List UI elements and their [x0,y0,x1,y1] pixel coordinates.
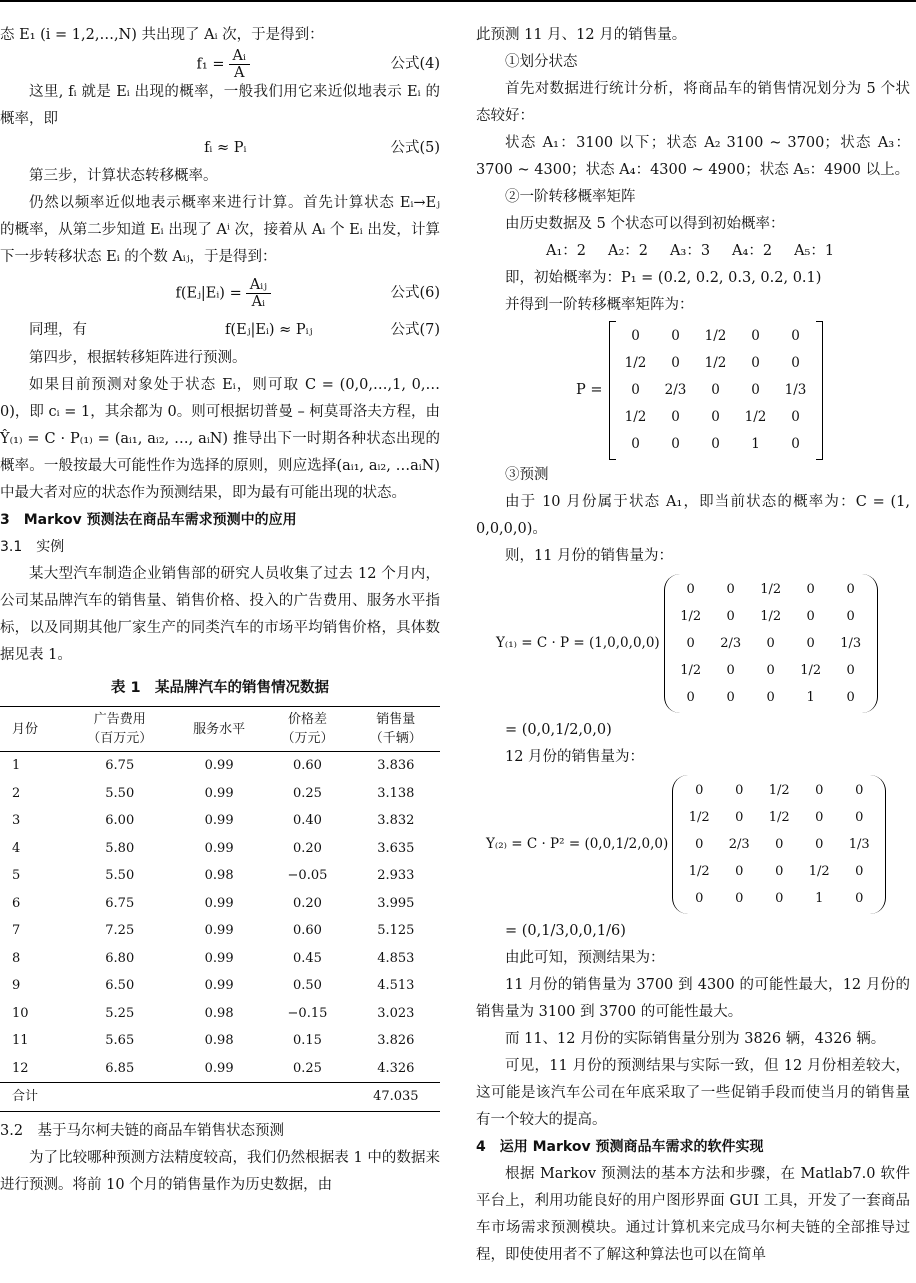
section-heading: 4 运用 Markov 预测商品车需求的软件实现 [476,1139,764,1155]
formula-label: 公式(5) [390,139,440,156]
paragraph: 即，初始概率为：P₁ = (0.2, 0.2, 0.3, 0.2, 0.1) [505,270,822,286]
step-heading: 第四步，根据转移矩阵进行预测。 [29,350,247,366]
result: = (0,1/3,0,0,1/6) [505,923,626,939]
table-row [0,972,440,1000]
paragraph: 12 月份的销售量为： [505,749,645,765]
matrix-cell: 1/3 [848,837,870,852]
matrix-cell: 0 [711,436,720,452]
matrix-cell: 0 [671,355,680,371]
table-cell: 12 [12,1060,29,1076]
table-cell: 4.326 [377,1060,415,1076]
matrix-row [616,350,816,377]
transition-matrix-block: P = 0 0 1/2 0 0 1/2 0 1/2 0 0 0 2/3 0 0 1/3 1/2 0 0 1/2 0 0 0 0 1 0 [476,321,910,460]
matrix-row [679,777,879,804]
matrix-row [671,684,871,711]
matrix-cell: 1/2 [768,783,790,798]
matrix-cell: 0 [846,582,855,597]
table-cell: 3.832 [377,813,415,829]
matrix-cell: 1/2 [680,609,702,624]
matrix-row [671,576,871,603]
paragraph: 这里, fᵢ 就是 Eᵢ 出现的概率，一般我们用它来近似地表示 Eᵢ 的概率，即 [0,84,440,127]
matrix-cell: 0 [855,891,864,906]
matrix-cell: 1/2 [704,355,727,371]
matrix-cell: 1/2 [624,409,647,425]
matrix-cell: 2/3 [720,636,742,651]
y2-equation: Y₍₂₎ = C · P² = (0,0,1/2,0,0) 0 0 1/2 0 0 1/2 0 1/2 0 0 0 2/3 0 0 1/3 1/2 0 0 1/2 0 0 0 0 1 0 [476,775,910,914]
matrix-cell: 1/3 [784,382,807,398]
table-cell: 5.80 [105,840,135,856]
matrix-cell: 0 [726,663,735,678]
y1-equation: Y₍₁₎ = C · P = (1,0,0,0,0) 0 0 1/2 0 0 1/2 0 1/2 0 0 0 2/3 0 0 1/3 1/2 0 0 1/2 0 0 0 0 1 0 [476,574,910,713]
matrix-cell: 0 [686,690,695,705]
table-cell: 7.25 [105,923,135,939]
matrix-cell: 0 [775,864,784,879]
top-rule [0,0,916,2]
matrix-cell: 0 [855,783,864,798]
table-cell: 合计 [0,1083,65,1112]
table-cell: 0.15 [292,1033,322,1049]
state-count: A₁：2 [546,243,587,259]
paragraph: 状态 A₁：3100 以下；状态 A₂ 3100 ~ 3700；状态 A₃：3700 ~ 4300；状态 A₄：4300 ~ 4900；状态 A₅：4900 以上。 [476,135,910,178]
initial-state-counts [476,238,910,265]
matrix-cell: 1/2 [760,582,782,597]
formula-5: fᵢ ≈ Pᵢ 公式(5) [0,133,440,163]
table-row [0,1027,440,1055]
table-cell: 5.65 [105,1033,135,1049]
table-cell: 6.00 [105,813,135,829]
right-column [476,22,910,1269]
table-cell: 4.513 [377,978,415,994]
table-cell: 3.635 [377,840,415,856]
matrix-cell: 0 [751,328,760,344]
table-cell: 6.85 [105,1060,135,1076]
table-row [0,890,440,918]
matrix-cell: 2/3 [728,837,750,852]
paragraph: 而 11、12 月份的实际销售量分别为 3826 辆，4326 辆。 [505,1031,886,1047]
table-cell: 5 [12,868,21,884]
matrix-cell: 1 [751,436,760,452]
matrix-cell: 0 [791,436,800,452]
matrix-cell: 0 [751,355,760,371]
matrix-cell: 0 [671,436,680,452]
table-cell: 0.25 [292,785,322,801]
formula-label: 公式(7) [390,321,440,338]
table-cell: 6.50 [105,978,135,994]
matrix-cell: 0 [766,663,775,678]
matrix-cell: 1/2 [704,328,727,344]
matrix-cell: 0 [855,864,864,879]
matrix-row [616,323,816,350]
paragraph: 11 月份的销售量为 3700 到 4300 的可能性最大，12 月份的销售量为 3100 到 3700 的可能性最大。 [476,977,910,1020]
matrix-cell: 1/2 [800,663,822,678]
paragraph: 首先对数据进行统计分析，将商品车的销售情况划分为 5 个状态较好： [476,81,910,124]
matrix-row [671,603,871,630]
table-cell: 3.826 [377,1033,415,1049]
state-count: A₄：2 [732,243,773,259]
matrix-cell: 1/2 [688,864,710,879]
matrix-cell: 0 [671,328,680,344]
formula-label: 公式(4) [390,55,440,72]
matrix-cell: 0 [806,609,815,624]
matrix-row [616,377,816,404]
state-count: A₅：1 [794,243,835,259]
table-cell: 0.99 [204,840,234,856]
table-row [0,1055,440,1083]
matrix-cell: 0 [791,355,800,371]
table-cell: 0.99 [204,923,234,939]
table-cell: 0.50 [292,978,322,994]
matrix-cell: 1/3 [840,636,862,651]
subsection-heading: 3.2 基于马尔柯夫链的商品车销售状态预测 [0,1122,285,1139]
table-cell: 0.25 [292,1060,322,1076]
matrix-cell: 0 [735,783,744,798]
paragraph: 某大型汽车制造企业销售部的研究人员收集了过去 12 个月内，公司某品牌汽车的销售量、销售价格、投入的广告费用、服务水平指标，以及同期其他厂家生产的同类汽车的市场平均销售价格，具体数据见表 1。 [0,566,440,663]
table-row [0,780,440,808]
table-cell: 0.20 [292,895,322,911]
matrix-cell: 0 [695,891,704,906]
matrix-cell: 0 [815,837,824,852]
table-cell: 0.40 [292,813,322,829]
formula-6: f(Eⱼ|Eᵢ) = $\frac{\text{Aᵢⱼ}}{\text{Aᵢ}}$ 公式(6) [175,276,440,310]
matrix-cell: 0 [766,636,775,651]
table-cell: −0.05 [287,868,328,884]
table-cell: 0.98 [204,1033,234,1049]
matrix-cell: 0 [735,864,744,879]
matrix-cell: 0 [631,328,640,344]
step-heading: ②一阶转移概率矩阵 [505,189,636,205]
table-cell: 0.20 [292,840,322,856]
formula-4: f₁ = $\frac{\text{Aᵢ}}{A}$ 公式(4) [196,47,440,81]
formula-7: 同理，有 f(Eⱼ|Eᵢ) ≈ Pᵢⱼ 公式(7) [0,315,440,345]
table-cell: 4.853 [377,950,415,966]
table-cell: 11 [12,1033,29,1049]
paragraph: 如果目前预测对象处于状态 Eᵢ，则可取 C = (0,0,…,1, 0,…0)，即 cᵢ = 1，其余都为 0。则可根据切普曼 – 柯莫哥洛夫方程，由 Ŷ₍₁₎ = C · P₍₁₎ = (aᵢ₁, aᵢ₂, …, aᵢN) 推导出下一时期各种状态出现的概率。一般按最大可能性作为选择的原则，则应选择(aᵢ₁, aᵢ₂, …aᵢN)中最大者对应的状态作为预测结果，即为最有可能出现的状态。 [0,377,440,501]
section-heading: 3 Markov 预测法在商品车需求预测中的应用 [0,512,297,528]
table-cell: 3.138 [377,785,415,801]
matrix-cell: 0 [686,636,695,651]
table-cell: 0.99 [204,785,234,801]
table-header-cell: 价格差 （万元） [263,707,351,752]
matrix-cell: 1 [815,891,824,906]
matrix-cell: 0 [791,328,800,344]
matrix-cell: 0 [775,837,784,852]
table-cell: 5.125 [377,923,415,939]
table-cell: 10 [12,1005,29,1021]
subsection-heading: 3.1 实例 [0,539,65,555]
matrix-cell: 1/2 [744,409,767,425]
paragraph: 由历史数据及 5 个状态可以得到初始概率： [505,216,785,232]
table-cell: 3.995 [377,895,415,911]
table-cell: 4 [12,840,21,856]
y1-matrix [664,574,878,713]
paragraph: 态 E₁ (i = 1,2,…,N) 共出现了 Aᵢ 次，于是得到： [0,27,324,43]
table-cell: 0.99 [204,1060,234,1076]
matrix-cell: 0 [806,636,815,651]
table-cell: 3.023 [377,1005,415,1021]
table-row [0,835,440,863]
matrix-row [679,804,879,831]
paragraph: 可见，11 月份的预测结果与实际一致，但 12 月份相差较大，这可能是该汽车公司在年底采取了一些促销手段而使当月的销售量有一个较大的提高。 [476,1058,910,1128]
paragraph: 根据 Markov 预测法的基本方法和步骤，在 Matlab7.0 软件平台上，利用功能良好的用户图形界面 GUI 工具，开发了一套商品车市场需求预测模块。通过计算机来完成马尔柯夫链的全部推导过程，即使使用者不了解这种算法也可以在简单 [476,1166,910,1263]
matrix-cell: 0 [631,436,640,452]
table-header-cell: 月份 [0,707,65,752]
table-cell: 47.035 [352,1083,440,1112]
matrix-cell: 0 [631,382,640,398]
step-heading: 第三步，计算状态转移概率。 [29,168,218,184]
formula-label: 公式(6) [390,284,440,301]
table-row [0,752,440,780]
paragraph: 此预测 11 月、12 月的销售量。 [476,27,687,43]
table-cell [175,1083,263,1112]
step-heading: ③预测 [505,467,549,483]
paragraph: 由于 10 月份属于状态 A₁，即当前状态的概率为：C = (1, 0,0,0,0)。 [476,494,910,537]
state-count: A₂：2 [608,243,649,259]
table-cell: 0.99 [204,813,234,829]
matrix-cell: 0 [791,409,800,425]
matrix-cell: 1/2 [768,810,790,825]
matrix-cell: 0 [751,382,760,398]
matrix-cell: 2/3 [664,382,687,398]
table-cell: 9 [12,978,21,994]
table-cell [65,1083,175,1112]
matrix-cell: 0 [815,810,824,825]
matrix-cell: 0 [766,690,775,705]
step-heading: ①划分状态 [505,54,578,70]
matrix-cell: 1 [806,690,815,705]
table-cell: 8 [12,950,21,966]
table-cell [263,1083,351,1112]
paragraph: 仍然以频率近似地表示概率来进行计算。首先计算状态 Eᵢ→Eⱼ 的概率，从第二步知道 Eᵢ 出现了 Aⁱ 次，接着从 Aᵢ 个 Eᵢ 出发，计算下一步转移状态 Eᵢ 的个数 Aᵢⱼ，于是得到： [0,195,440,265]
matrix-cell: 0 [671,409,680,425]
matrix-row [616,404,816,431]
matrix-cell: 1/2 [624,355,647,371]
matrix-cell: 0 [711,409,720,425]
table-row [0,945,440,973]
matrix-cell: 0 [726,690,735,705]
transition-matrix [609,321,823,460]
table-cell: 3 [12,813,21,829]
matrix-cell: 0 [855,810,864,825]
table-cell: 0.60 [292,758,322,774]
sales-table [0,706,440,1112]
matrix-row [616,431,816,458]
matrix-cell: 0 [806,582,815,597]
matrix-cell: 0 [846,609,855,624]
table-cell: 0.60 [292,923,322,939]
matrix-row [679,858,879,885]
table-cell: 5.50 [105,785,135,801]
matrix-row [679,885,879,912]
table-total-row [0,1083,440,1112]
paragraph: 则，11 月份的销售量为： [505,548,674,564]
matrix-cell: 0 [846,663,855,678]
table-cell: 5.25 [105,1005,135,1021]
table-cell: 0.99 [204,978,234,994]
table-row [0,1000,440,1028]
table-row [0,917,440,945]
matrix-cell: 0 [815,783,824,798]
matrix-cell: 0 [735,810,744,825]
matrix-cell: 0 [775,891,784,906]
table-cell: 5.50 [105,868,135,884]
table-cell: 3.836 [377,758,415,774]
matrix-cell: 1/2 [680,663,702,678]
table-cell: 0.98 [204,868,234,884]
left-column [0,22,440,1199]
table-cell: 6.75 [105,895,135,911]
table-header-cell: 服务水平 [175,707,263,752]
matrix-cell: 1/2 [760,609,782,624]
matrix-cell: 1/2 [808,864,830,879]
matrix-cell: 0 [695,837,704,852]
y2-matrix [672,775,886,914]
table-header-cell: 广告费用 （百万元） [65,707,175,752]
matrix-row [671,630,871,657]
table-cell: 1 [12,758,21,774]
table-cell: 0.99 [204,950,234,966]
table-caption: 表 1 某品牌汽车的销售情况数据 [110,680,330,696]
result: = (0,0,1/2,0,0) [505,722,612,738]
state-count: A₃：3 [670,243,711,259]
matrix-cell: 0 [846,690,855,705]
matrix-row [679,831,879,858]
paragraph: 为了比较哪种预测方法精度较高，我们仍然根据表 1 中的数据来进行预测。将前 10 个月的销售量作为历史数据，由 [0,1149,440,1193]
matrix-cell: 0 [735,891,744,906]
table-header-row [0,707,440,752]
paragraph: 并得到一阶转移概率矩阵为： [505,297,694,313]
matrix-row [671,657,871,684]
table-cell: 2 [12,785,21,801]
matrix-cell: 0 [711,382,720,398]
table-cell: 6.80 [105,950,135,966]
table-cell: 0.45 [292,950,322,966]
matrix-cell: 0 [726,582,735,597]
table-cell: −0.15 [287,1005,328,1021]
table-cell: 7 [12,923,21,939]
matrix-cell: 0 [686,582,695,597]
matrix-cell: 0 [726,609,735,624]
table-cell: 6 [12,895,21,911]
table-cell: 2.933 [377,868,415,884]
matrix-cell: 0 [695,783,704,798]
table-header-cell: 销售量 （千辆） [352,707,440,752]
table-cell: 6.75 [105,758,135,774]
matrix-cell: 1/2 [688,810,710,825]
paragraph: 由此可知，预测结果为： [505,950,665,966]
table-cell: 0.98 [204,1005,234,1021]
table-cell: 0.99 [204,895,234,911]
table-row [0,862,440,890]
table-cell: 0.99 [204,758,234,774]
table-row [0,807,440,835]
